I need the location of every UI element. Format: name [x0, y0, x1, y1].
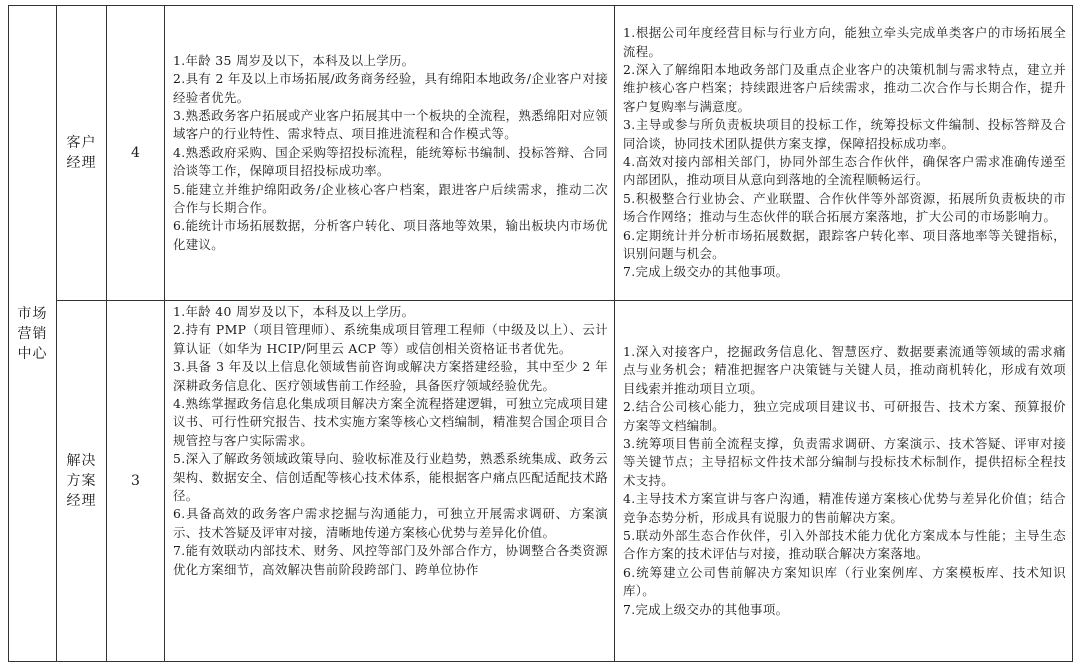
list-item: 3.熟悉政务客户拓展或产业客户拓展其中一个板块的全流程，熟悉绵阳对应领域客户的行业特性、需求特点、项目推进流程和合作模式等。 [173, 107, 608, 142]
list-item: 6.定期统计并分析市场拓展数据，跟踪客户转化率、项目落地率等关键指标，识别问题与机会。 [623, 227, 1066, 262]
list-item: 3.具备 3 年及以上信息化领域售前咨询或解决方案搭建经验，其中至少 2 年深耕政务信息化、医疗领域售前工作经验，具备医疗领域经验优先。 [173, 359, 608, 393]
job-requirements-table [8, 5, 1073, 662]
list-item: 5.积极整合行业协会、产业联盟、合作伙伴等外部资源，拓展所负责板块的市场合作网络；推动与生态伙伴的联合拓展方案落地，扩大公司的市场影响力。 [623, 190, 1066, 225]
requirements-list [165, 52, 614, 254]
list-item: 1.深入对接客户，挖掘政务信息化、智慧医疗、数据要素流通等领域的需求痛点与业务机会；精准把握客户决策链与关键人员，推动商机转化，形成有效项目线索并推动项目立项。 [623, 343, 1066, 396]
list-item: 1.根据公司年度经营目标与行业方向，能独立牵头完成单类客户的市场拓展全流程。 [623, 25, 1066, 59]
list-item: 3.主导或参与所负责板块项目的投标工作，统筹投标文件编制、投标答辩及合同洽谈，协同技术团队提供方案支撑，保障招投标成功率。 [623, 117, 1066, 151]
list-item: 4.主导技术方案宣讲与客户沟通，精准传递方案核心优势与差异化价值；结合竞争态势分析，形成具有说服力的售前解决方案。 [623, 491, 1066, 525]
position-cell [57, 301, 107, 662]
list-item: 4.熟练掌握政务信息化集成项目解决方案全流程搭建逻辑，可独立完成项目建议书、可行性研究报告、技术实施方案等核心文档编制，精准契合国企项目合规管控与客户实际需求。 [173, 396, 608, 448]
list-item: 4.熟悉政府采购、国企采购等招投标流程，能统筹标书编制、投标答辩、合同洽谈等工作，保障项目招投标成功率。 [173, 144, 608, 179]
list-item: 4.高效对接内部相关部门，协同外部生态合作伙伴，确保客户需求准确传递至内部团队，推动项目从意向到落地的全流程顺畅运行。 [623, 154, 1066, 188]
table-row [9, 301, 1073, 662]
list-item: 2.具有 2 年及以上市场拓展/政务商务经验，具有绵阳本地政务/企业客户对接经验者优先。 [173, 71, 608, 105]
list-item: 6.具备高效的政务客户需求挖掘与沟通能力，可独立开展需求调研、方案演示、技术答疑及评审对接，清晰地传递方案核心优势与差异化价值。 [173, 506, 608, 540]
list-item: 5.深入了解政务领域政策导向、验收标准及行业趋势，熟悉系统集成、政务云架构、数据安全、信创适配等核心技术体系，能根据客户痛点匹配适配技术路径。 [173, 451, 608, 504]
list-item: 1.年龄 40 周岁及以下，本科及以上学历。 [173, 304, 415, 319]
list-item: 1.年龄 35 周岁及以下，本科及以上学历。 [173, 52, 415, 68]
duties-cell [615, 6, 1073, 301]
position-label: 客户经理 [66, 135, 97, 171]
duties-list [615, 343, 1072, 619]
department-cell [9, 6, 57, 662]
requirements-cell [165, 301, 615, 662]
duties-list [615, 24, 1072, 282]
list-item: 3.统筹项目售前全流程支撑，负责需求调研、方案演示、技术答疑、评审对接等关键节点；主导招标文件技术部分编制与投标技术标制作，提供招标全程技术支持。 [623, 435, 1066, 488]
duties-cell [615, 301, 1073, 662]
list-item: 2.持有 PMP（项目管理师）、系统集成项目管理工程师（中级及以上）、云计算认证（如华为 HCIP/阿里云 ACP 等）或信创相关资格证书者优先。 [173, 322, 608, 356]
list-item: 7.完成上级交办的其他事项。 [623, 264, 789, 280]
list-item: 6.统筹建立公司售前解决方案知识库（行业案例库、方案模板库、技术知识库）。 [623, 564, 1066, 599]
requirements-cell [165, 6, 615, 301]
list-item: 5.联动外部生态合作伙伴，引入外部技术能力优化方案成本与性能；主导生态合作方案的技术评估与对接，推动联合解决方案落地。 [623, 528, 1066, 562]
table-row [9, 6, 1073, 301]
requirements-list [165, 301, 614, 579]
list-item: 7.完成上级交办的其他事项。 [623, 601, 789, 617]
department-label: 市场营销中心 [17, 305, 48, 362]
position-label: 解决方案经理 [66, 453, 97, 509]
headcount-cell: 3 [107, 301, 165, 662]
list-item: 5.能建立并维护绵阳政务/企业核心客户档案，跟进客户后续需求，推动二次合作与长期合作。 [173, 181, 608, 216]
list-item: 2.深入了解绵阳本地政务部门及重点企业客户的决策机制与需求特点，建立并维护核心客户档案；持续跟进客户后续需求，推动二次合作与长期合作，提升客户复购率与满意度。 [623, 61, 1066, 114]
position-cell [57, 6, 107, 301]
headcount-cell: 4 [107, 6, 165, 301]
list-item: 7.能有效联动内部技术、财务、风控等部门及外部合作方，协调整合各类资源优化方案细节，高效解决售前阶段跨部门、跨单位协作 [173, 543, 608, 577]
list-item: 6.能统计市场拓展数据，分析客户转化、项目落地等效果，输出板块内市场优化建议。 [173, 218, 608, 252]
list-item: 2.结合公司核心能力，独立完成项目建议书、可研报告、技术方案、预算报价方案等文档编制。 [623, 399, 1066, 433]
